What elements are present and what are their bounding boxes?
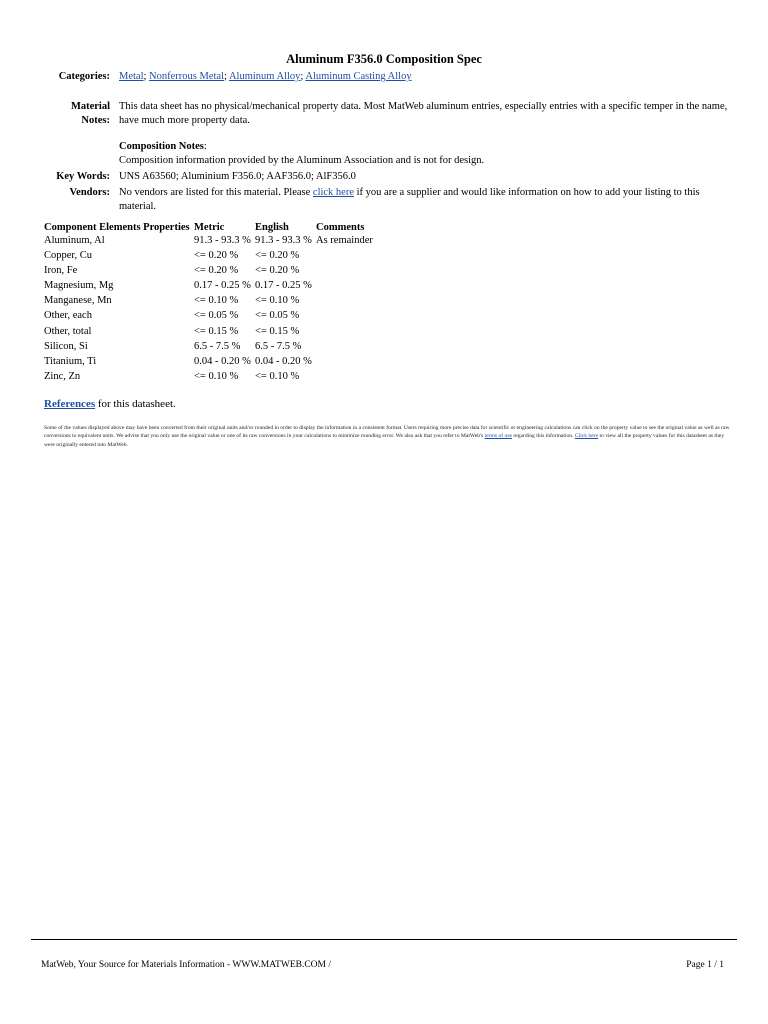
table-row [44,265,396,280]
table-body [44,235,396,386]
table-row [44,341,396,356]
disclaimer-text: Some of the values displayed above may have been converted from their original units and/or rounded in order to display the information in a consistent format. Users requiring more precise data for scientific or engineering calculations can click on the property value to see the original value as well as raw conversions to equivalent units. We advise that you only use the original value or one of its raw conversions in your calculations to minimize rounding error. We also ask that you refer to MatWeb's terms of use regarding this information. Click here to view all the property values for this datasheet as they were originally entered into MatWeb. [44,425,730,448]
table-row [44,250,396,265]
categories-label: Categories: [58,71,110,82]
click-here-link[interactable]: Click here [574,433,599,440]
category-link-aluminum-alloy[interactable]: Aluminum Alloy [228,71,301,82]
cell-english-value: 0.04 - 0.20 % [255,355,312,367]
vendors-row [40,186,730,214]
cell-english-value: 0.17 - 0.25 % [255,280,312,292]
table-row [44,235,396,250]
cell-element-name: Manganese, Mn [44,295,112,307]
cell-metric-value: 6.5 - 7.5 % [194,340,241,352]
cell-comments: As remainder [316,235,373,246]
cell-metric-value: <= 0.20 % [194,265,239,277]
cell-element-name: Magnesium, Mg [44,280,114,292]
column-header-comments: Comments [316,221,365,233]
categories-row [40,70,730,84]
cell-english-value: 6.5 - 7.5 % [255,340,302,352]
column-header-name: Component Elements Properties [44,221,190,233]
table-row [44,326,396,341]
cell-metric-value: 91.3 - 93.3 % [194,235,251,246]
cell-english-value: <= 0.20 % [255,265,300,277]
table-row [44,295,396,310]
table-row [44,310,396,325]
cell-element-name: Iron, Fe [44,265,78,277]
cell-element-name: Titanium, Ti [44,355,97,367]
cell-metric-value: <= 0.20 % [194,250,239,262]
cell-element-name: Zinc, Zn [44,370,81,382]
cell-element-name: Other, each [44,310,92,322]
cell-comments [316,280,396,295]
cell-english-value: <= 0.10 % [255,370,300,382]
material-notes-row [40,100,730,168]
cell-comments [316,326,396,341]
cell-comments [316,371,396,386]
category-link-metal[interactable]: Metal [119,71,144,82]
page-title: Aluminum F356.0 Composition Spec [286,52,482,66]
categories-list: Metal; Nonferrous Metal; Aluminum Alloy; Aluminum Casting Alloy [119,71,412,82]
cell-element-name: Other, total [44,325,92,337]
cell-comments [316,265,396,280]
cell-metric-value: 0.04 - 0.20 % [194,355,251,367]
vendor-click-here-link[interactable]: click here [312,187,355,198]
footer-divider [31,939,737,940]
material-notes-text: This data sheet has no physical/mechanical property data. Most MatWeb aluminum entries, especially entries with a specific temper in the name, have much more property data. Composition Notes: Composition information provided by the Aluminum Association and is not for design. [119,100,730,168]
cell-metric-value: <= 0.15 % [194,325,239,337]
terms-of-use-link[interactable]: terms of use [484,433,512,440]
table-row [44,356,396,371]
cell-comments [316,250,396,265]
key-words-row [40,170,730,184]
cell-english-value: <= 0.10 % [255,295,300,307]
cell-english-value: <= 0.15 % [255,325,300,337]
cell-metric-value: 0.17 - 0.25 % [194,280,251,292]
cell-element-name: Aluminum, Al [44,235,105,246]
cell-metric-value: <= 0.10 % [194,370,239,382]
key-words-text: UNS A63560; Aluminium F356.0; AAF356.0; AlF356.0 [119,171,356,182]
cell-comments [316,356,396,371]
column-header-metric: Metric [194,221,225,233]
footer-source-text: MatWeb, Your Source for Materials Information - WWW.MATWEB.COM / [41,960,331,970]
vendors-text: No vendors are listed for this material. Please click here if you are a supplier and would like information on how to add your listing to this material. [119,187,700,212]
cell-english-value: <= 0.20 % [255,250,300,262]
composition-notes-heading: Composition Notes: [119,141,207,152]
cell-metric-value: <= 0.10 % [194,295,239,307]
cell-metric-value: <= 0.05 % [194,310,239,322]
vendors-label: Vendors: [69,187,110,198]
cell-comments [316,310,396,325]
cell-comments [316,341,396,356]
composition-notes-text: Composition information provided by the Aluminum Association and is not for design. [119,155,485,166]
material-notes-label: Material Notes: [70,101,110,126]
category-link-aluminum-casting-alloy[interactable]: Aluminum Casting Alloy [305,71,412,82]
references-line: References for this datasheet. [44,398,176,410]
category-link-nonferrous-metal[interactable]: Nonferrous Metal [149,71,224,82]
table-row [44,371,396,386]
footer-page-number: Page 1 / 1 [686,960,724,970]
cell-english-value: 91.3 - 93.3 % [255,235,312,246]
table-header-row [44,219,396,235]
cell-element-name: Silicon, Si [44,340,88,352]
key-words-label: Key Words: [56,171,110,182]
cell-english-value: <= 0.05 % [255,310,300,322]
composition-table [44,219,396,386]
cell-comments [316,295,396,310]
table-row [44,280,396,295]
column-header-english: English [255,221,289,233]
cell-element-name: Copper, Cu [44,250,92,262]
references-link[interactable]: References [44,398,96,410]
